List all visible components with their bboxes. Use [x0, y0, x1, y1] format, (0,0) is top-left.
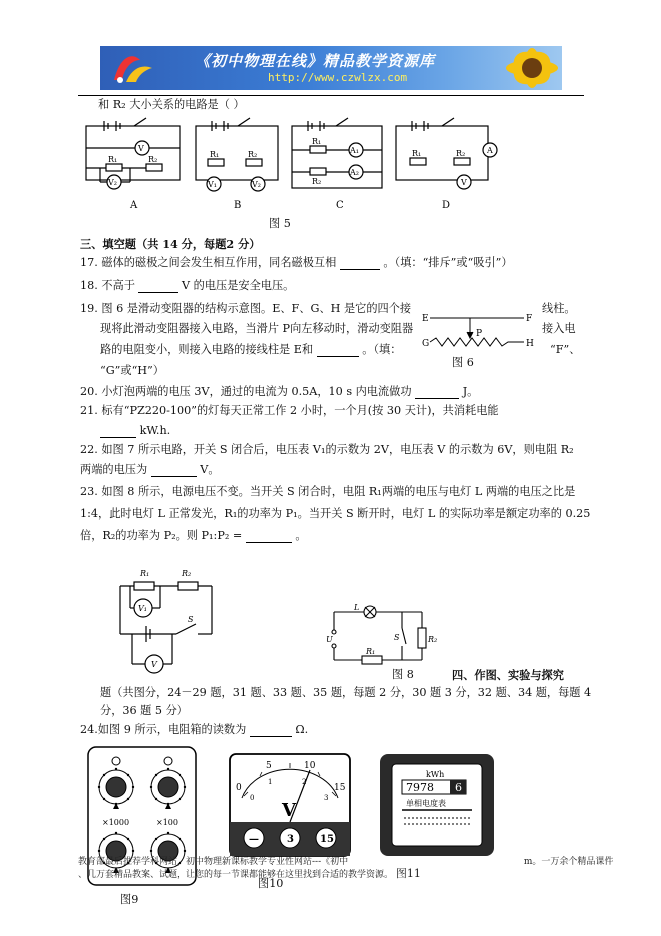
fig6-g: G	[422, 339, 430, 349]
fig8-r2: R₂	[428, 635, 438, 644]
fig10-inner-2: 2	[302, 778, 307, 786]
fig11-unit: kWh	[426, 770, 445, 779]
q18-post: V 的电压是安全电压。	[182, 279, 295, 292]
q20	[80, 385, 478, 399]
q22-line2-pre: 两端的电压为	[80, 463, 148, 476]
site-logo-icon	[106, 50, 160, 86]
q24-post: Ω.	[295, 723, 309, 736]
footer-line1-tail: m。一万余个精品课件	[523, 857, 614, 867]
fig10-terminal-15: 15	[320, 834, 334, 845]
fig5-b-v1: V₁	[208, 180, 217, 189]
fig5-label-a: A	[130, 200, 138, 211]
figure-11-electricity-meter	[378, 752, 496, 858]
q18-answer-blank[interactable]	[138, 280, 178, 293]
q19-line2-tail: 接入电	[542, 322, 576, 335]
q16-tail: 和 R₂ 大小关系的电路是（ ）	[98, 98, 245, 111]
fig8-caption: 图 8	[392, 668, 414, 681]
figure-8-circuit	[326, 598, 446, 668]
fig5-d-r2: R₂	[456, 149, 466, 158]
fig10-inner-0: 0	[250, 794, 255, 802]
sunflower-icon	[472, 46, 562, 90]
fig5-c-a2: A₂	[350, 168, 359, 177]
fig5-a-v2: V₂	[108, 178, 117, 187]
fig5-a-r2: R₂	[148, 155, 158, 164]
q22-line1: 22. 如图 7 所示电路，开关 S 闭合后，电压表 V₁的示数为 2V，电压表 V 的示数为 6V，则电阻 R₂	[80, 443, 574, 456]
q23-line3-pre: 倍，R₂的功率为 P₂。则 P₁:P₂ =	[80, 529, 243, 542]
q24-pre: 24.如图 9 所示，电阻箱的读数为	[80, 723, 247, 736]
q23-line2: 1:4，此时电灯 L 正常发光，R₁的功率为 P₁。当开关 S 断开时，电灯 L 的实际功率是额定功率的 0.25	[80, 507, 591, 520]
q17	[80, 256, 513, 270]
fig9-caption: 图9	[120, 893, 139, 906]
fig10-tick-5: 5	[266, 761, 272, 771]
figure-7-circuit	[116, 560, 222, 676]
q24-answer-blank[interactable]	[250, 724, 292, 737]
fig5-label-d: D	[442, 200, 451, 211]
q21-line1: 21. 标有“PZ220-100”的灯每天正常工作 2 小时，一个月(按 30 天计)，共消耗电能	[80, 404, 499, 417]
q17-tail: 。（填：“排斥”或“吸引”）	[383, 256, 513, 269]
header-rule	[78, 95, 584, 96]
footer-line2: 、几万套精品教案、试题，让您的每一节课都能够在这里找到合适的教学资源。	[78, 870, 394, 880]
fig6-caption: 图 6	[452, 356, 474, 369]
fig10-tick-0: 0	[236, 783, 242, 793]
fig7-r2: R₂	[182, 569, 192, 578]
q19-line1: 19. 图 6 是滑动变阻器的结构示意图。E、F、G、H 是它的四个接	[80, 302, 412, 315]
header-banner	[100, 46, 562, 90]
fig5-a-v: V	[138, 144, 144, 153]
q20-post: J。	[462, 385, 479, 398]
fig6-p: P	[476, 329, 483, 339]
fig6-h: H	[526, 339, 534, 349]
fig6-f: F	[526, 314, 533, 324]
fig5-d-a: A	[487, 146, 493, 155]
banner-url[interactable]: http://www.czwlzx.com	[268, 71, 408, 84]
fig5-b-r2: R₂	[248, 150, 258, 159]
fig10-terminal-neg: —	[249, 834, 259, 845]
q19-line2: 现将此滑动变阻器接入电路，当滑片 P向左移动时，滑动变阻器	[100, 322, 414, 335]
fig5-b-v2: V₂	[252, 180, 261, 189]
q21-unit: kW.h.	[139, 424, 171, 437]
fig10-terminal-3: 3	[287, 834, 294, 845]
q19-line3-tail: 。（填：	[362, 343, 402, 356]
fig11-reading: 7978	[406, 781, 434, 794]
fig8-s: S	[394, 633, 400, 642]
q19-line1-tail: 线柱。	[542, 302, 576, 315]
fig8-l: L	[354, 603, 360, 612]
fig5-c-r2: R₂	[312, 177, 322, 186]
fig11-last-digit: 6	[455, 781, 462, 794]
fig9-x100: ×100	[156, 818, 178, 827]
fig8-u: U	[326, 635, 333, 644]
fig5-c-r1: R₁	[312, 137, 322, 146]
q18-pre: 18. 不高于	[80, 279, 135, 292]
fig5-c-a1: A₁	[350, 146, 359, 155]
fig5-caption: 图 5	[269, 217, 291, 230]
q21-line2	[100, 424, 170, 438]
footer	[78, 856, 614, 881]
fig8-r1: R₁	[366, 647, 376, 656]
fig9-x1000: ×1000	[102, 818, 130, 827]
fig5-label-b: B	[234, 200, 242, 211]
q17-text: 17. 磁体的磁极之间会发生相互作用，同名磁极互相	[80, 256, 337, 269]
fig5-d-v: V	[461, 178, 467, 187]
figure-6-rheostat	[420, 310, 536, 352]
fig7-s: S	[188, 615, 194, 624]
fig5-label-c: C	[336, 200, 344, 211]
q23-line1: 23. 如图 8 所示，电源电压不变。当开关 S 闭合时，电阻 R₁两端的电压与电灯 L 两端的电压之比是	[80, 485, 576, 498]
q23-answer-blank[interactable]	[246, 530, 292, 543]
fig6-e: E	[422, 314, 429, 324]
fig11-caption: 图11	[395, 867, 421, 880]
q19-line3	[100, 343, 401, 357]
fig7-v1: V₁	[138, 604, 147, 613]
footer-line1: 教育部最后推荐学科网站，初中物理新课标教学专业性网站---《初中	[78, 857, 349, 867]
figure-5-circuits	[80, 114, 510, 214]
q23-line3-post: 。	[295, 529, 307, 542]
fig10-unit: V	[282, 800, 296, 821]
fig10-inner-1: 1	[268, 778, 273, 786]
figure-10-voltmeter	[228, 752, 352, 858]
q19-line3-far: “F”、	[550, 343, 581, 356]
q22-line2-post: V。	[200, 463, 220, 476]
q23-line3	[80, 529, 307, 543]
section4-line2: 题（共图分，24－29 题，31 题、33 题、35 题，每题 2 分，30 题 3 分，32 题、34 题，每题 4	[100, 686, 592, 699]
q19-line3-text: 路的电阻变小，则接入电路的接线柱是 E和	[100, 343, 314, 356]
q20-answer-blank[interactable]	[415, 386, 459, 399]
section4-title: 四、作图、实验与探究	[452, 668, 564, 682]
fig10-inner-3: 3	[324, 794, 329, 802]
q19-answer-blank[interactable]	[317, 344, 359, 357]
q22-answer-blank[interactable]	[151, 464, 197, 477]
q20-pre: 20. 小灯泡两端的电压 3V，通过的电流为 0.5A，10 s 内电流做功	[80, 385, 412, 398]
fig7-v: V	[151, 660, 157, 669]
fig10-caption: 图10	[258, 877, 284, 890]
q22-line2	[80, 463, 220, 477]
q24	[80, 723, 308, 737]
q19-line4: “G”或“H”）	[100, 364, 164, 377]
fig5-a-r1: R₁	[108, 155, 118, 164]
q18	[80, 279, 294, 293]
fig5-d-r1: R₁	[412, 149, 422, 158]
fig10-tick-15: 15	[334, 783, 346, 793]
q21-answer-blank[interactable]	[100, 425, 136, 438]
q17-answer-blank[interactable]	[340, 257, 380, 270]
fig10-tick-10: 10	[304, 761, 316, 771]
section4-line3: 分，36 题 5 分）	[100, 704, 188, 717]
fig7-r1: R₁	[140, 569, 150, 578]
section3-title: 三、填空题（共 14 分，每题2 分）	[80, 237, 261, 251]
fig11-title: 单相电度表	[406, 799, 446, 808]
banner-title: 《初中物理在线》精品教学资源库	[195, 52, 436, 70]
fig5-b-r1: R₁	[210, 150, 220, 159]
